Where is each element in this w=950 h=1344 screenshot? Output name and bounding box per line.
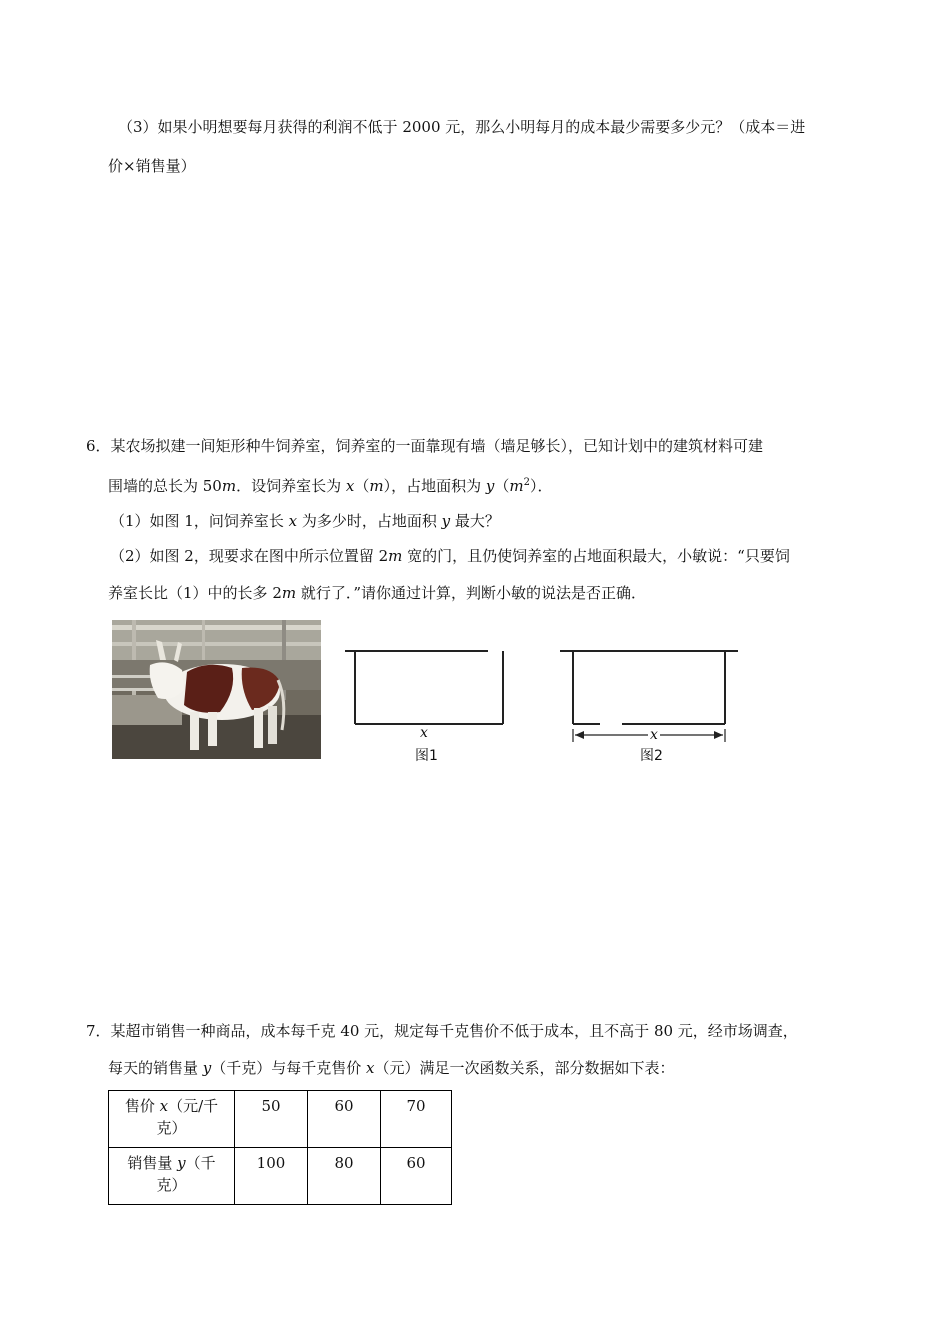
q6-part1-seg: 为多少时，占地面积 [297, 512, 442, 530]
q6-line2-seg: （ [354, 477, 370, 495]
q7-number: 7． [86, 1022, 111, 1040]
q6-line2-seg: （ [494, 477, 510, 495]
q6-number: 6． [86, 437, 111, 455]
q7-text-line1 [86, 1021, 798, 1041]
q6-part1-seg: 最大？ [450, 512, 500, 530]
q6-line2-var: m [369, 477, 384, 495]
table-cell: 60 [308, 1091, 381, 1148]
table-row [109, 1091, 452, 1148]
fig1-caption: 图1 [415, 748, 438, 764]
cell-text: （元/千 [168, 1097, 219, 1115]
q6-line2-var: m [509, 477, 524, 495]
fig1-x-label: x [420, 725, 428, 741]
table-cell: 70 [381, 1091, 452, 1148]
q6-part1-seg: （1）如图 1，问饲养室长 [110, 512, 289, 530]
q7-line1-text: 某超市销售一种商品，成本每千克 40 元，规定每千克售价不低于成本，且不高于 80 元，经市场调查， [110, 1022, 798, 1040]
q7-line2-seg: （元）满足一次函数关系，部分数据如下表： [374, 1059, 675, 1077]
row-header-price [109, 1091, 235, 1148]
fig2-x-label: x [650, 727, 658, 743]
cell-var: y [177, 1154, 186, 1172]
table-cell: 50 [235, 1091, 308, 1148]
q6-text-line2 [108, 476, 553, 496]
q6-part2-line1 [110, 546, 790, 566]
q7-line2-var: y [202, 1059, 212, 1077]
table-row [109, 1148, 452, 1205]
cell-text: （千 [185, 1154, 216, 1172]
cow-photo [112, 620, 321, 759]
q6-part2-seg: 就行了．”请你通过计算，判断小敏的说法是否正确． [296, 584, 647, 602]
price-sales-table [108, 1090, 452, 1205]
q7-text-line2 [108, 1058, 675, 1078]
q6-line2-var: y [485, 477, 495, 495]
q6-part2-var: m [281, 584, 297, 602]
table-cell: 100 [235, 1148, 308, 1205]
q6-line2-sup: 2 [523, 477, 530, 488]
q6-part2-var: m [388, 547, 403, 565]
q6-line2-var: m [221, 477, 237, 495]
q6-text-line1 [86, 436, 763, 456]
q6-part1-var: y [441, 512, 451, 530]
q6-line2-seg: ），占地面积为 [383, 477, 486, 495]
q6-part1-var: x [288, 512, 298, 530]
q6-line2-var: x [345, 477, 355, 495]
q6-line2-seg: 围墙的总长为 50 [108, 477, 222, 495]
row-header-sales [109, 1148, 235, 1205]
q5-part3-line2: 价×销售量） [108, 157, 196, 175]
q6-line1-text: 某农场拟建一间矩形种牛饲养室，饲养室的一面靠现有墙（墙足够长），已知计划中的建筑材料可建 [110, 437, 764, 455]
table-cell: 80 [308, 1148, 381, 1205]
q5-part3-line1: （3）如果小明想要每月获得的利润不低于 2000 元，那么小明每月的成本最少需要多少元？（成本＝进 [118, 118, 806, 136]
q7-line2-var: x [366, 1059, 375, 1077]
q6-part2-seg: （2）如图 2，现要求在图中所示位置留 2 [110, 547, 389, 565]
cell-var: x [159, 1097, 169, 1115]
cell-text: 售价 [124, 1097, 160, 1115]
q6-part2-seg: 宽的门，且仍使饲养室的占地面积最大，小敏说：“只要饲 [402, 547, 790, 565]
table-cell: 60 [381, 1148, 452, 1205]
q6-line2-seg: ．设饲养室长为 [236, 477, 346, 495]
cell-text: 克） [156, 1119, 187, 1137]
q6-part1 [110, 511, 500, 531]
fig2-caption: 图2 [640, 748, 663, 764]
q6-line2-seg: ）． [529, 477, 553, 495]
q7-line2-seg: （千克）与每千克售价 [211, 1059, 367, 1077]
cell-text: 克） [156, 1176, 187, 1194]
q6-part2-seg: 养室长比（1）中的长多 2 [108, 584, 282, 602]
q6-part2-line2 [108, 583, 646, 603]
q7-line2-seg: 每天的销售量 [108, 1059, 203, 1077]
cell-text: 销售量 [127, 1154, 178, 1172]
figure-1-outline [345, 645, 515, 730]
